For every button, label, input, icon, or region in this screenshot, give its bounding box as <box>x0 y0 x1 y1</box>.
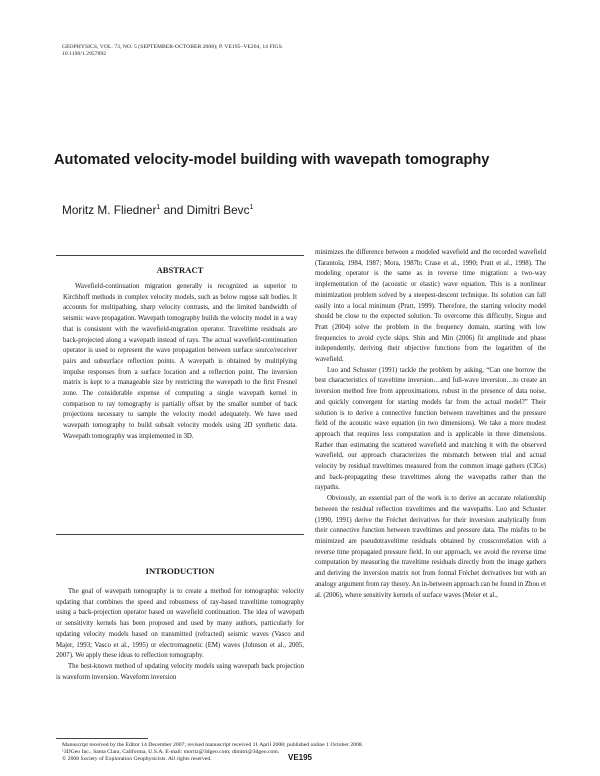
journal-doi: 10.1190/1.2957892 <box>62 51 107 57</box>
abstract-text: Wavefield-continuation migration generally is recognized as superior to Kirchhoff methods in complex velocity models, such as below rugose salt bodies. It accounts for multipathing, sharp velocity contrasts, and the limited bandwidth of seismic wave propagation. Wavepath tomography builds the velocity model in a way that is consistent with the wavefield-migration operator. Traveltime residuals are back-projected along a wavepath instead of rays. The actual wavefield-continuation operator is used to represent the wave propagation between surface source/receiver pairs and subsurface reflection points. A wavepath is obtained by multiplying impulse responses from a surface location and a reflection point. The inversion matrix is kept to a manageable size by restricting the wavepath to the first Fresnel zone. The considerable expense of computing a single wavepath kernel in comparison to ray tomography is partially offset by the smaller number of back projections necessary to sample the velocity model adequately. We have used wavepath tomography to build subsalt velocity models using 2D synthetic data. Wavepath tomography was implemented in 3D. <box>63 283 297 440</box>
footnote-manuscript: Manuscript received by the Editor 14 December 2007; revised manuscript received 11 April 2008; published online 1 October 2008. <box>62 742 363 748</box>
right-column-body <box>315 248 546 601</box>
left-column-body <box>56 587 304 683</box>
right-paragraph-2: Luo and Schuster (1991) tackle the problem by asking, “Can one borrow the best characteristics of traveltime inversion…and full-wave inversion…to create an inversion method free from approximations, robust in the presence of data noise, and quickly convergent for starting models far from the actual model?” Their solution is to derive a connective function between traveltimes and the pressure field of the acoustic wave equation (in two dimensions). We take a more modest approach that requires less computation and is applicable in three dimensions. Rather than estimating the scattered wavefield and matching it with the observed wavefield, our approach characterizes the mismatch between trial and actual velocity by residual traveltimes measured from the common image gathers (CIGs) and back-propagating these traveltimes along the wavepaths rather than the raypaths. <box>315 366 546 492</box>
footnote-copyright: © 2008 Society of Exploration Geophysicists. All rights reserved. <box>62 755 212 762</box>
paper-title: Automated velocity-model building with wavepath tomography <box>54 152 490 168</box>
author-2-affiliation: 1 <box>249 204 254 212</box>
journal-citation: GEOPHYSICS, VOL. 73, NO. 5 (SEPTEMBER-OCTOBER 2008); P. VE195–VE204, 14 FIGS. <box>62 44 284 50</box>
author-conjunction: and <box>160 203 187 217</box>
journal-header <box>62 44 283 58</box>
right-paragraph-1: minimizes the difference between a modeled wavefield and the recorded wavefield (Tarantola, 1984, 1987; Mora, 1987b; Crase et al., 1990; Pratt et al., 1998). The modeling operator is the same as in reverse time migration: a two-way implementation of the (acoustic or elastic) wave equation. This is a nonlinear minimization problem solved by a steepest-descent technique. Its solution can fall easily into a local minimum (Pratt, 1999). Therefore, the starting velocity model should be close to the expected solution. To overcome this difficulty, Sirgue and Pratt (2004) solve the problem in the frequency domain, starting with low frequencies to avoid cycle skips. Shin and Min (2006) fit amplitude and phase independently, deriving their objective functions from the logarithm of the wavefield. <box>315 249 546 364</box>
introduction-heading: INTRODUCTION <box>145 566 215 576</box>
author-1: Moritz M. Fliedner <box>62 203 157 217</box>
intro-paragraph-1: The goal of wavepath tomography is to create a method for tomographic velocity updating that combines the speed and robustness of ray-based traveltime tomography using a back-projection operator based on wavefield continuation. The idea of wavepath or sensitivity kernels has been proposed and used by many authors, particularly for updating velocity models based on transmitted (refracted) seismic waves (Vasco and Majer, 1993; Vasco et al., 1995) or electromagnetic (EM) waves (Johnson et al., 2005, 2007). We apply these ideas to reflection tomography. <box>56 588 304 660</box>
author-2: Dimitri Bevc <box>186 203 250 217</box>
footnote-affiliation: ¹3DGeo Inc., Santa Clara, California, U.S.A. E-mail: moritz@3dgeo.com; dimitri@3dgeo.com. <box>62 748 280 755</box>
abstract-heading: ABSTRACT <box>156 265 204 275</box>
author-line <box>62 203 253 217</box>
footnote-divider <box>56 738 148 739</box>
author-1-affiliation: 1 <box>156 204 161 212</box>
right-paragraph-3: Obviously, an essential part of the work is to derive an accurate relationship between the residual reflection traveltimes and the wavepaths. Luo and Schuster (1990, 1991) derive the Fréchet derivatives for their inversion analytically from their connective function between traveltimes and pressure data. The misfits to be minimized are pseudotraveltime residuals obtained by crosscorrelation with a reverse time propagated pressure field. In our approach, we avoid the reverse time computation by measuring the traveltime residuals directly from the image gathers and deriving the inversion matrix not from formal Fréchet derivatives but with an analogy argument from ray theory. An in-between approach can be found in Zhou et al. (2006), where sensitivity kernels of surface waves (Meier et al., <box>315 495 546 599</box>
page-number: VE195 <box>287 753 313 762</box>
intro-paragraph-2: The best-known method of updating velocity models using wavepath back projection is waveform inversion. Waveform inversion <box>56 662 304 681</box>
